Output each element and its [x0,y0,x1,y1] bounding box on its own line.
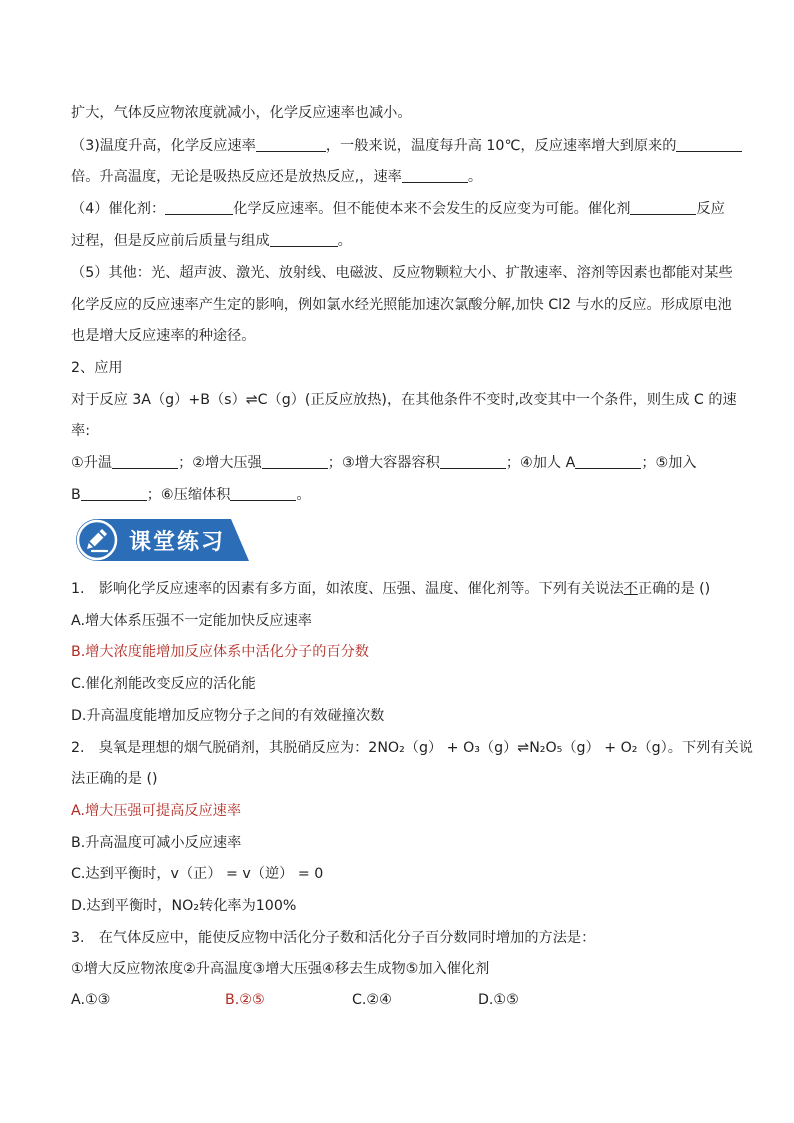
answer-option-correct[interactable]: B.②⑤ [225,992,265,1008]
fill-blank[interactable] [256,137,326,152]
fill-blank[interactable] [165,200,233,215]
answer-option-correct[interactable]: A.增大压强可提高反应速率 [71,803,242,819]
text-line: 化学反应的反应速率产生定的影响，例如氯水经光照能加速次氯酸分解,加快 Cl2 与水的反应。形成原电池 [71,297,732,313]
section-banner [73,516,253,564]
fill-blank[interactable] [676,137,742,152]
fill-blank[interactable] [402,168,468,183]
answer-option[interactable]: D.①⑤ [478,992,519,1008]
answer-option[interactable]: C.达到平衡时，v（正） = v（逆） = 0 [71,866,324,882]
fill-blank[interactable] [262,454,328,469]
answer-option[interactable]: C.催化剂能改变反应的活化能 [71,676,256,692]
text-line: （3)温度升高，化学反应速率 ，一般来说，温度每升高 10℃，反应速率增大到原来的 [71,137,742,155]
answer-option-correct[interactable]: B.增大浓度能增加反应体系中活化分子的百分数 [71,644,369,660]
answer-option[interactable]: D.达到平衡时，NO₂转化率为100% [71,898,297,914]
choice-list: ①增大反应物浓度②升高温度③增大压强④移去生成物⑤加入催化剂 [71,961,490,977]
fill-blank[interactable] [81,486,147,501]
question-stem: 3. 在气体反应中，能使反应物中活化分子数和活化分子百分数同时增加的方法是： [71,930,596,946]
fill-blank[interactable] [575,454,641,469]
fill-blank[interactable] [230,486,296,501]
text-line: 对于反应 3A（g）+B（s）⇌C（g）(正反应放热)，在其他条件不变时,改变其中一个条件，则生成 C 的速 [71,392,737,408]
question-stem: 法正确的是 () [71,771,158,787]
answer-option[interactable]: B.升高温度可减小反应速率 [71,835,242,851]
fill-blank[interactable] [112,454,178,469]
text-line: 也是增大反应速率的种途径。 [71,328,256,344]
answer-option[interactable]: D.升高温度能增加反应物分子之间的有效碰撞次数 [71,708,385,724]
banner-title: 课堂练习 [129,530,226,555]
text-line: 倍。升高温度，无论是吸热反应还是放热反应,，速率 。 [71,169,483,185]
text-line: ①升温 ；②增大压强 ；③增大容器容积 ；④加人 A ；⑤加入 [71,455,697,471]
text-line: 过程，但是反应前后质量与组成 。 [71,233,352,249]
section-heading: 2、应用 [71,360,123,376]
fill-blank[interactable] [270,232,338,247]
text-line: 率: [71,423,90,439]
question-stem: 1. 影响化学反应速率的因素有多方面，如浓度、压强、温度、催化剂等。下列有关说法不正确的是 () [71,581,711,597]
fill-blank[interactable] [440,454,506,469]
answer-option[interactable]: A.增大体系压强不一定能加快反应速率 [71,613,312,629]
answer-option[interactable]: C.②④ [352,992,392,1008]
answer-option[interactable]: A.①③ [71,992,111,1008]
question-stem: 2. 臭氧是理想的烟气脱硝剂，其脱硝反应为：2NO₂（g） + O₃（g）⇌N₂O₅（g） + O₂（g）。下列有关说 [71,740,753,756]
text-line: （4）催化剂： 化学反应速率。但不能使本来不会发生的反应变为可能。催化剂 反应 [71,201,725,217]
fill-blank[interactable] [630,200,696,215]
text-line: 扩大，气体反应物浓度就减小，化学反应速率也减小。 [71,105,412,121]
text-line: （5）其他：光、超声波、激光、放射线、电磁波、反应物颗粒大小、扩散速率、溶剂等因素也都能对某些 [71,265,733,281]
text-line: B ；⑥压缩体积 。 [71,487,311,503]
